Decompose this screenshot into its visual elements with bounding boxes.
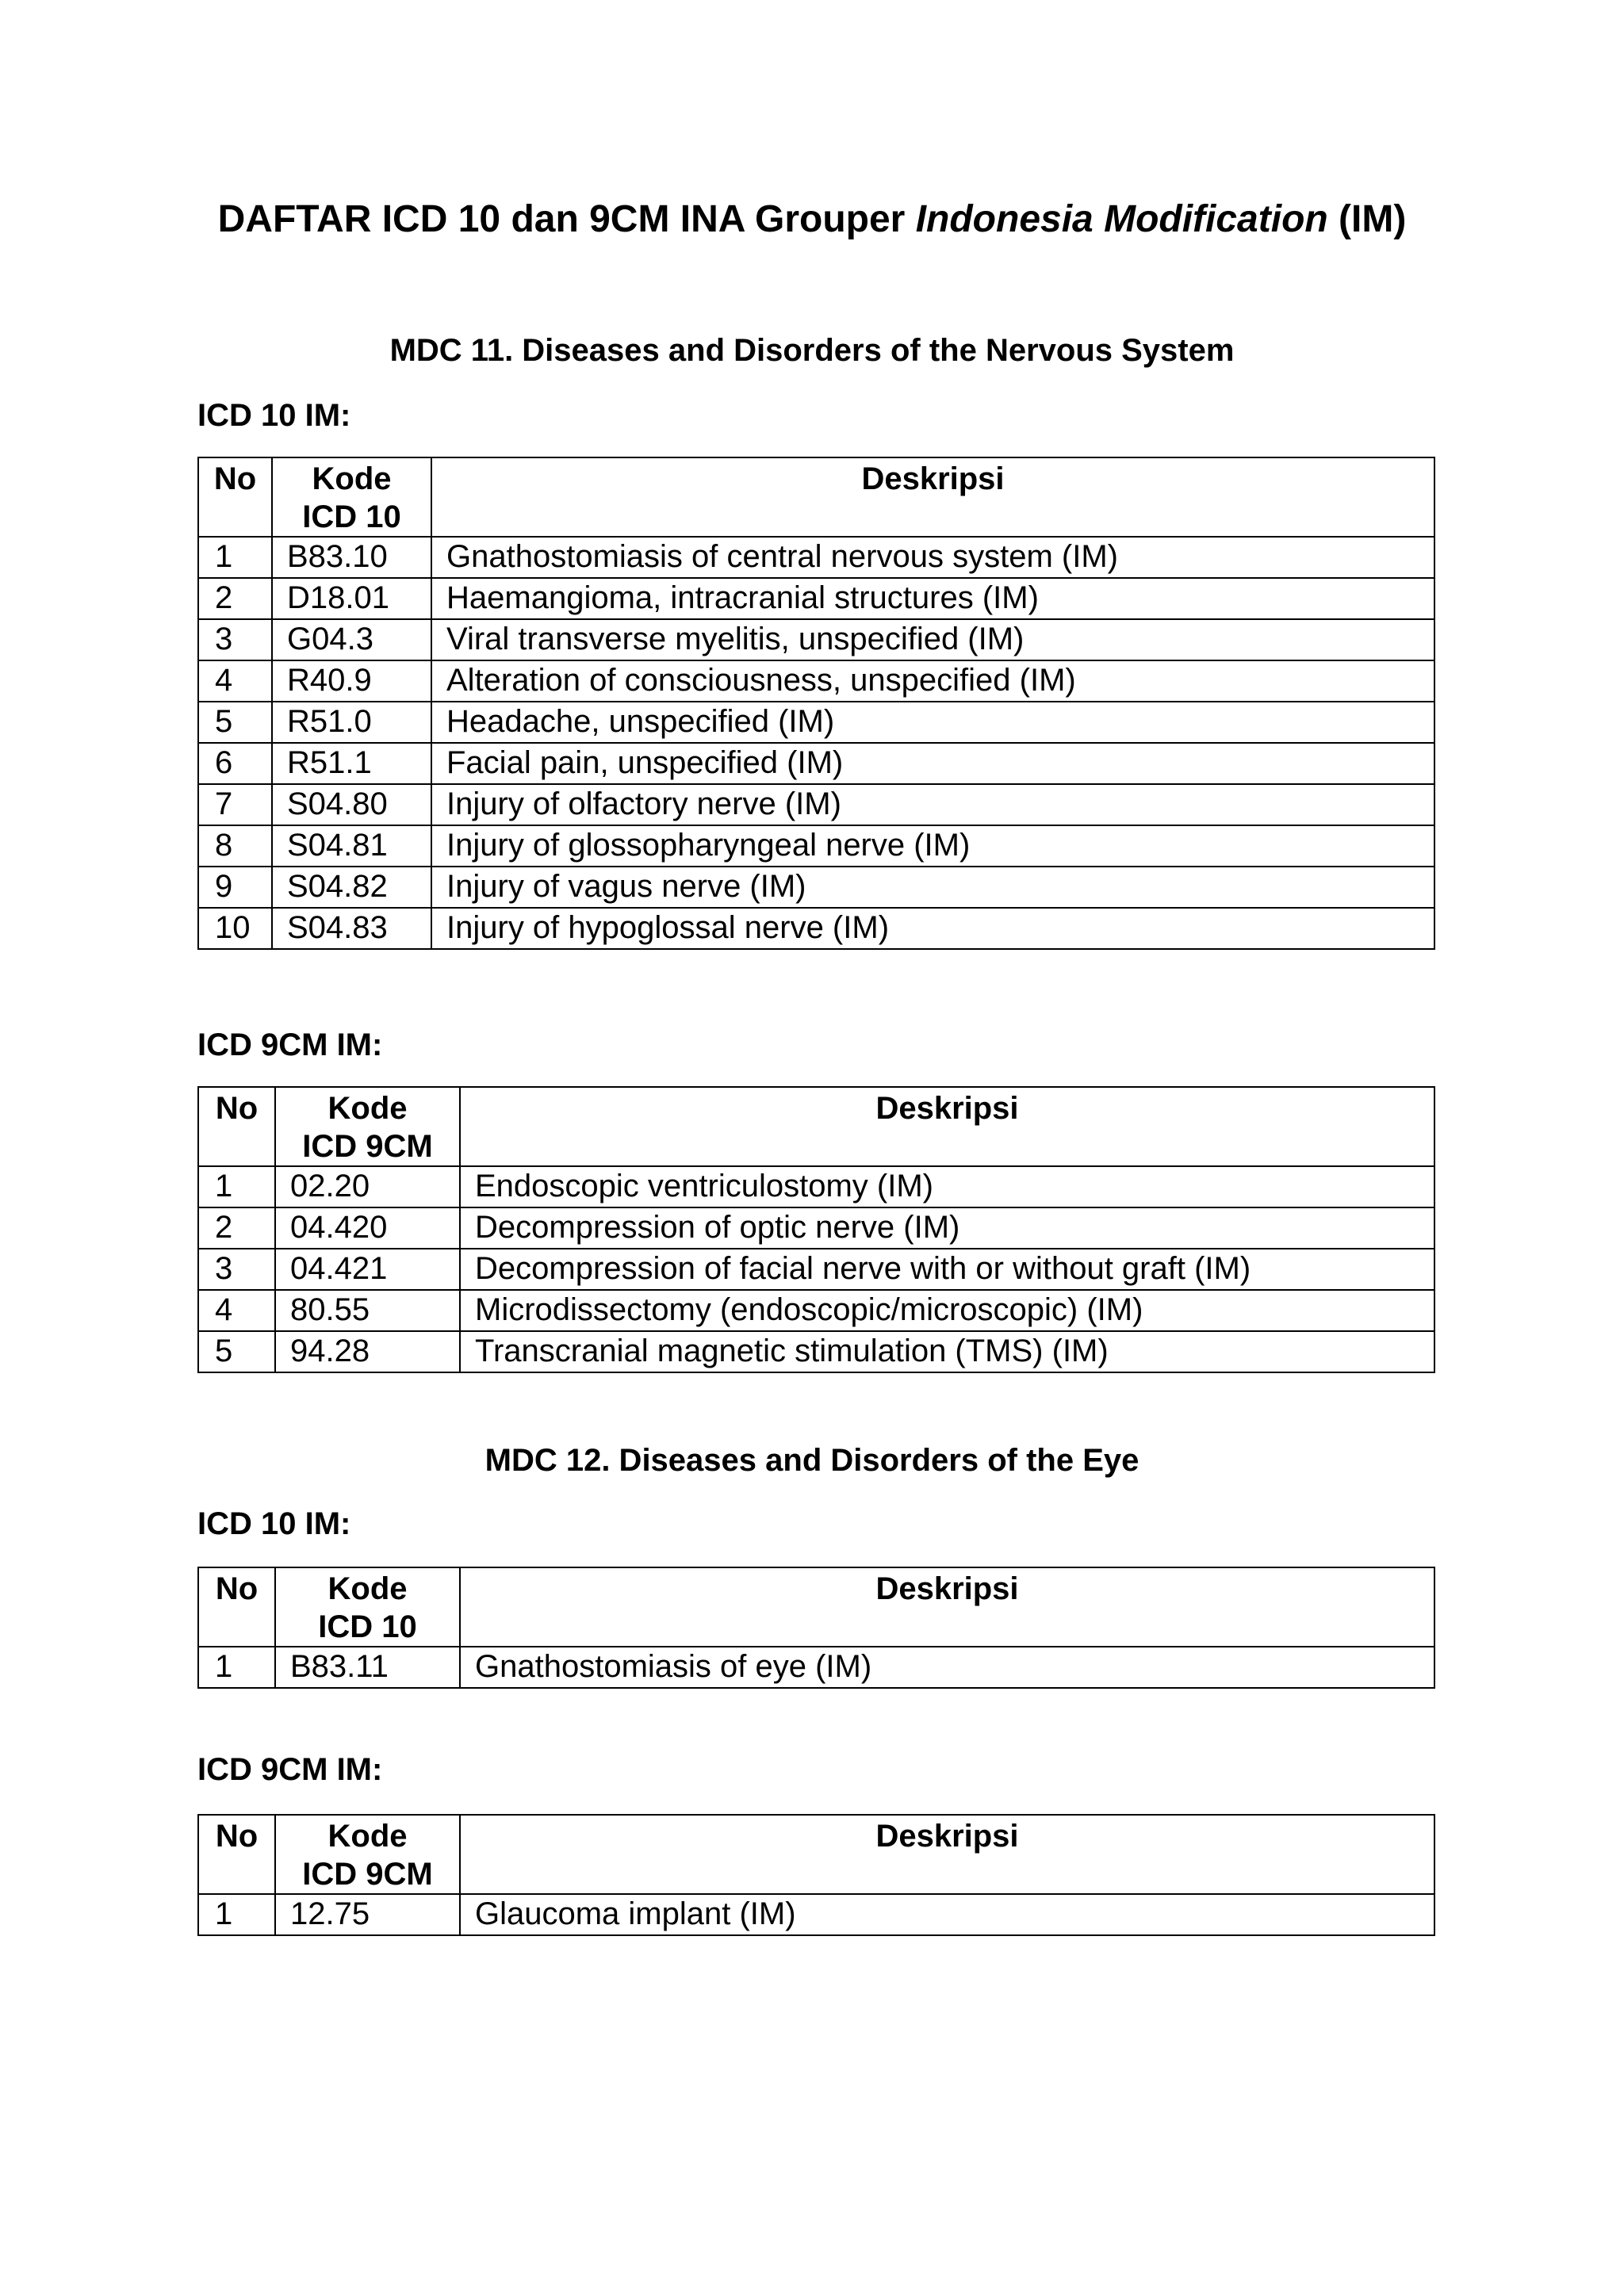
no-cell: 1 [198,1647,275,1688]
kode-cell: 80.55 [275,1290,460,1331]
col-kode-label: Kode [327,1091,408,1126]
kode-cell: S04.80 [272,784,431,825]
no-cell: 1 [198,1166,275,1207]
no-cell: 2 [198,578,272,619]
table-row [198,743,1434,784]
col-no-header: No [198,457,272,537]
kode-cell: 94.28 [275,1331,460,1372]
deskripsi-cell: Injury of hypoglossal nerve (IM) [431,908,1434,949]
table-header-row [198,1567,1434,1647]
no-cell: 5 [198,1331,275,1372]
table-row [198,908,1434,949]
kode-cell: S04.82 [272,867,431,908]
title-italic: Indonesia Modification [915,198,1328,240]
col-deskripsi-header: Deskripsi [460,1815,1434,1894]
table-row [198,1207,1434,1249]
table-row [198,784,1434,825]
mdc11-icd9-table [197,1086,1435,1373]
deskripsi-cell: Decompression of optic nerve (IM) [460,1207,1434,1249]
mdc11-icd10-table [197,457,1435,950]
deskripsi-cell: Injury of glossopharyngeal nerve (IM) [431,825,1434,867]
no-cell: 1 [198,537,272,578]
col-kode-label: Kode [327,1571,408,1606]
kode-cell: B83.11 [275,1647,460,1688]
kode-cell: 04.421 [275,1249,460,1290]
mdc12-icd9-body [198,1894,1434,1935]
table-row [198,867,1434,908]
table-header-row [198,457,1434,537]
mdc12-icd10-table [197,1567,1435,1689]
no-cell: 3 [198,619,272,660]
no-cell: 6 [198,743,272,784]
table-row [198,660,1434,702]
deskripsi-cell: Viral transverse myelitis, unspecified (IM) [431,619,1434,660]
col-deskripsi-header: Deskripsi [460,1567,1434,1647]
table-row [198,702,1434,743]
col-kode-sub-label: ICD 9CM [302,1129,433,1164]
mdc11-icd9-label: ICD 9CM IM: [197,1027,383,1062]
col-kode-label: Kode [327,1819,408,1854]
kode-cell: G04.3 [272,619,431,660]
col-kode-header [275,1087,460,1166]
no-cell: 4 [198,1290,275,1331]
no-cell: 4 [198,660,272,702]
mdc12-icd9-label: ICD 9CM IM: [197,1752,383,1787]
kode-cell: S04.83 [272,908,431,949]
kode-cell: 02.20 [275,1166,460,1207]
no-cell: 3 [198,1249,275,1290]
mdc12-icd10-label: ICD 10 IM: [197,1506,351,1541]
col-kode-sub-label: ICD 10 [318,1609,417,1644]
kode-cell: B83.10 [272,537,431,578]
kode-cell: D18.01 [272,578,431,619]
no-cell: 1 [198,1894,275,1935]
table-row [198,1166,1434,1207]
deskripsi-cell: Transcranial magnetic stimulation (TMS) (IM) [460,1331,1434,1372]
kode-cell: 12.75 [275,1894,460,1935]
table-row [198,537,1434,578]
mdc12-icd10-body [198,1647,1434,1688]
deskripsi-cell: Decompression of facial nerve with or without graft (IM) [460,1249,1434,1290]
kode-cell: R51.1 [272,743,431,784]
deskripsi-cell: Alteration of consciousness, unspecified (IM) [431,660,1434,702]
no-cell: 8 [198,825,272,867]
kode-cell: S04.81 [272,825,431,867]
table-row [198,619,1434,660]
col-kode-header [275,1815,460,1894]
no-cell: 7 [198,784,272,825]
kode-cell: R40.9 [272,660,431,702]
col-kode-header [275,1567,460,1647]
col-kode-sub-label: ICD 9CM [302,1857,433,1892]
mdc12-icd9-table [197,1814,1435,1936]
mdc11-title: MDC 11. Diseases and Disorders of the Nervous System [389,333,1235,368]
deskripsi-cell: Facial pain, unspecified (IM) [431,743,1434,784]
deskripsi-cell: Endoscopic ventriculostomy (IM) [460,1166,1434,1207]
mdc11-icd9-body [198,1166,1434,1372]
deskripsi-cell: Gnathostomiasis of central nervous system (IM) [431,537,1434,578]
col-kode-label: Kode [312,461,392,496]
col-kode-header [272,457,431,537]
deskripsi-cell: Haemangioma, intracranial structures (IM) [431,578,1434,619]
table-row [198,1331,1434,1372]
deskripsi-cell: Glaucoma implant (IM) [460,1894,1434,1935]
table-header-row [198,1815,1434,1894]
deskripsi-cell: Gnathostomiasis of eye (IM) [460,1647,1434,1688]
col-no-header: No [198,1567,275,1647]
kode-cell: R51.0 [272,702,431,743]
col-deskripsi-header: Deskripsi [431,457,1434,537]
deskripsi-cell: Injury of olfactory nerve (IM) [431,784,1434,825]
deskripsi-cell: Microdissectomy (endoscopic/microscopic) (IM) [460,1290,1434,1331]
mdc11-icd10-body [198,537,1434,949]
title-main: DAFTAR ICD 10 dan 9CM INA Grouper [217,198,916,240]
table-row [198,1647,1434,1688]
title-suffix: (IM) [1327,198,1407,240]
col-kode-sub-label: ICD 10 [302,499,401,534]
mdc11-icd10-label: ICD 10 IM: [197,398,351,433]
no-cell: 9 [198,867,272,908]
kode-cell: 04.420 [275,1207,460,1249]
no-cell: 2 [198,1207,275,1249]
document-title [0,197,1624,243]
table-row [198,578,1434,619]
col-deskripsi-header: Deskripsi [460,1087,1434,1166]
table-row [198,1290,1434,1331]
col-no-header: No [198,1087,275,1166]
deskripsi-cell: Injury of vagus nerve (IM) [431,867,1434,908]
table-row [198,1894,1434,1935]
table-row [198,1249,1434,1290]
no-cell: 5 [198,702,272,743]
mdc12-title: MDC 12. Diseases and Disorders of the Eye [485,1443,1139,1478]
col-no-header: No [198,1815,275,1894]
table-row [198,825,1434,867]
deskripsi-cell: Headache, unspecified (IM) [431,702,1434,743]
no-cell: 10 [198,908,272,949]
table-header-row [198,1087,1434,1166]
